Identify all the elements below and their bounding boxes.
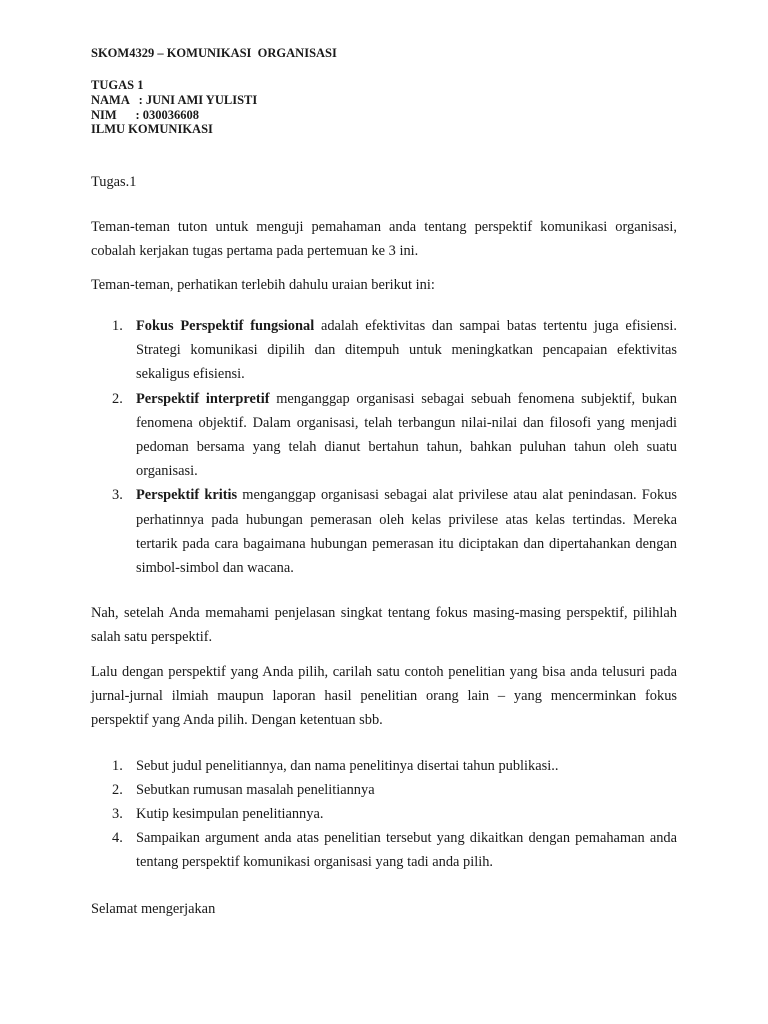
course-code-title: SKOM4329 – KOMUNIKASI ORGANISASI bbox=[91, 46, 337, 60]
list-item-number: 3. bbox=[112, 487, 123, 504]
list-item-number: 2. bbox=[112, 782, 123, 798]
list-item bbox=[91, 778, 677, 802]
perspectives-list bbox=[91, 314, 677, 580]
list-item-number: 3. bbox=[112, 806, 123, 822]
perspective-description: adalah efektivitas dan sampai batas tertentu juga efisiensi. Strategi komunikasi dipilih dan ditempuh untuk meningkatkan pencapaian efektivitas sekaligus efisiensi. bbox=[136, 318, 677, 383]
requirements-list bbox=[91, 754, 677, 874]
task-title: Tugas.1 bbox=[91, 174, 137, 190]
requirement-text: Sampaikan argument anda atas penelitian tersebut yang dikaitkan dengan pemahaman anda tentang perspektif komunikasi organisasi yang tadi anda pilih. bbox=[136, 830, 677, 870]
list-item bbox=[91, 754, 677, 778]
intro-paragraph: Teman-teman tuton untuk menguji pemahaman anda tentang perspektif komunikasi organisasi, cobalah kerjakan tugas pertama pada pertemuan ke 3 ini. bbox=[91, 219, 677, 259]
list-item-number: 1. bbox=[112, 758, 123, 774]
list-item bbox=[91, 802, 677, 826]
list-item bbox=[91, 387, 677, 484]
choose-paragraph: Nah, setelah Anda memahami penjelasan singkat tentang fokus masing-masing perspektif, pilihlah salah satu perspektif. bbox=[91, 605, 677, 645]
list-item-number: 2. bbox=[112, 390, 123, 407]
research-paragraph: Lalu dengan perspektif yang Anda pilih, carilah satu contoh penelitian yang bisa anda telusuri pada jurnal-jurnal ilmiah maupun laporan hasil penelitian orang lain – yang mencerminkan fokus perspektif yang Anda pilih. Dengan ketentuan sbb. bbox=[91, 664, 677, 728]
perspective-term: Perspektif kritis bbox=[136, 487, 238, 504]
requirement-text: Kutip kesimpulan penelitiannya. bbox=[136, 806, 324, 822]
study-program: ILMU KOMUNIKASI bbox=[91, 122, 213, 136]
list-item bbox=[91, 483, 677, 580]
list-item-number: 4. bbox=[112, 830, 123, 846]
closing-text: Selamat mengerjakan bbox=[91, 901, 216, 917]
requirement-text: Sebutkan rumusan masalah penelitiannya bbox=[136, 782, 375, 798]
perspective-term: Fokus Perspektif fungsional bbox=[136, 318, 315, 334]
attention-paragraph: Teman-teman, perhatikan terlebih dahulu uraian berikut ini: bbox=[91, 277, 435, 293]
assignment-label: TUGAS 1 bbox=[91, 78, 144, 92]
list-item bbox=[91, 314, 677, 387]
student-name: NAMA : JUNI AMI YULISTI bbox=[91, 93, 258, 107]
perspective-description: menganggap organisasi sebagai alat privilese atau alat penindasan. Fokus perhatinnya pada hubungan pemerasan oleh kelas privilese atas kelas tertindas. Mereka tertarik pada cara bagaimana hubungan pemerasan itu diciptakan dan dipertahankan dengan simbol-simbol dan wacana. bbox=[136, 487, 677, 577]
perspective-term: Perspektif interpretif bbox=[136, 390, 270, 407]
list-item-number: 1. bbox=[112, 318, 123, 334]
student-nim: NIM : 030036608 bbox=[91, 108, 199, 122]
requirement-text: Sebut judul penelitiannya, dan nama penelitinya disertai tahun publikasi.. bbox=[136, 758, 559, 774]
perspective-description: menganggap organisasi sebagai sebuah fenomena subjektif, bukan fenomena objektif. Dalam organisasi, telah terbangun nilai-nilai dan filosofi yang menjadi pedoman bersama yang telah dianut bertahun tahun, bahkan puluhan tahun oleh suatu organisasi. bbox=[136, 390, 677, 480]
list-item bbox=[91, 826, 677, 874]
